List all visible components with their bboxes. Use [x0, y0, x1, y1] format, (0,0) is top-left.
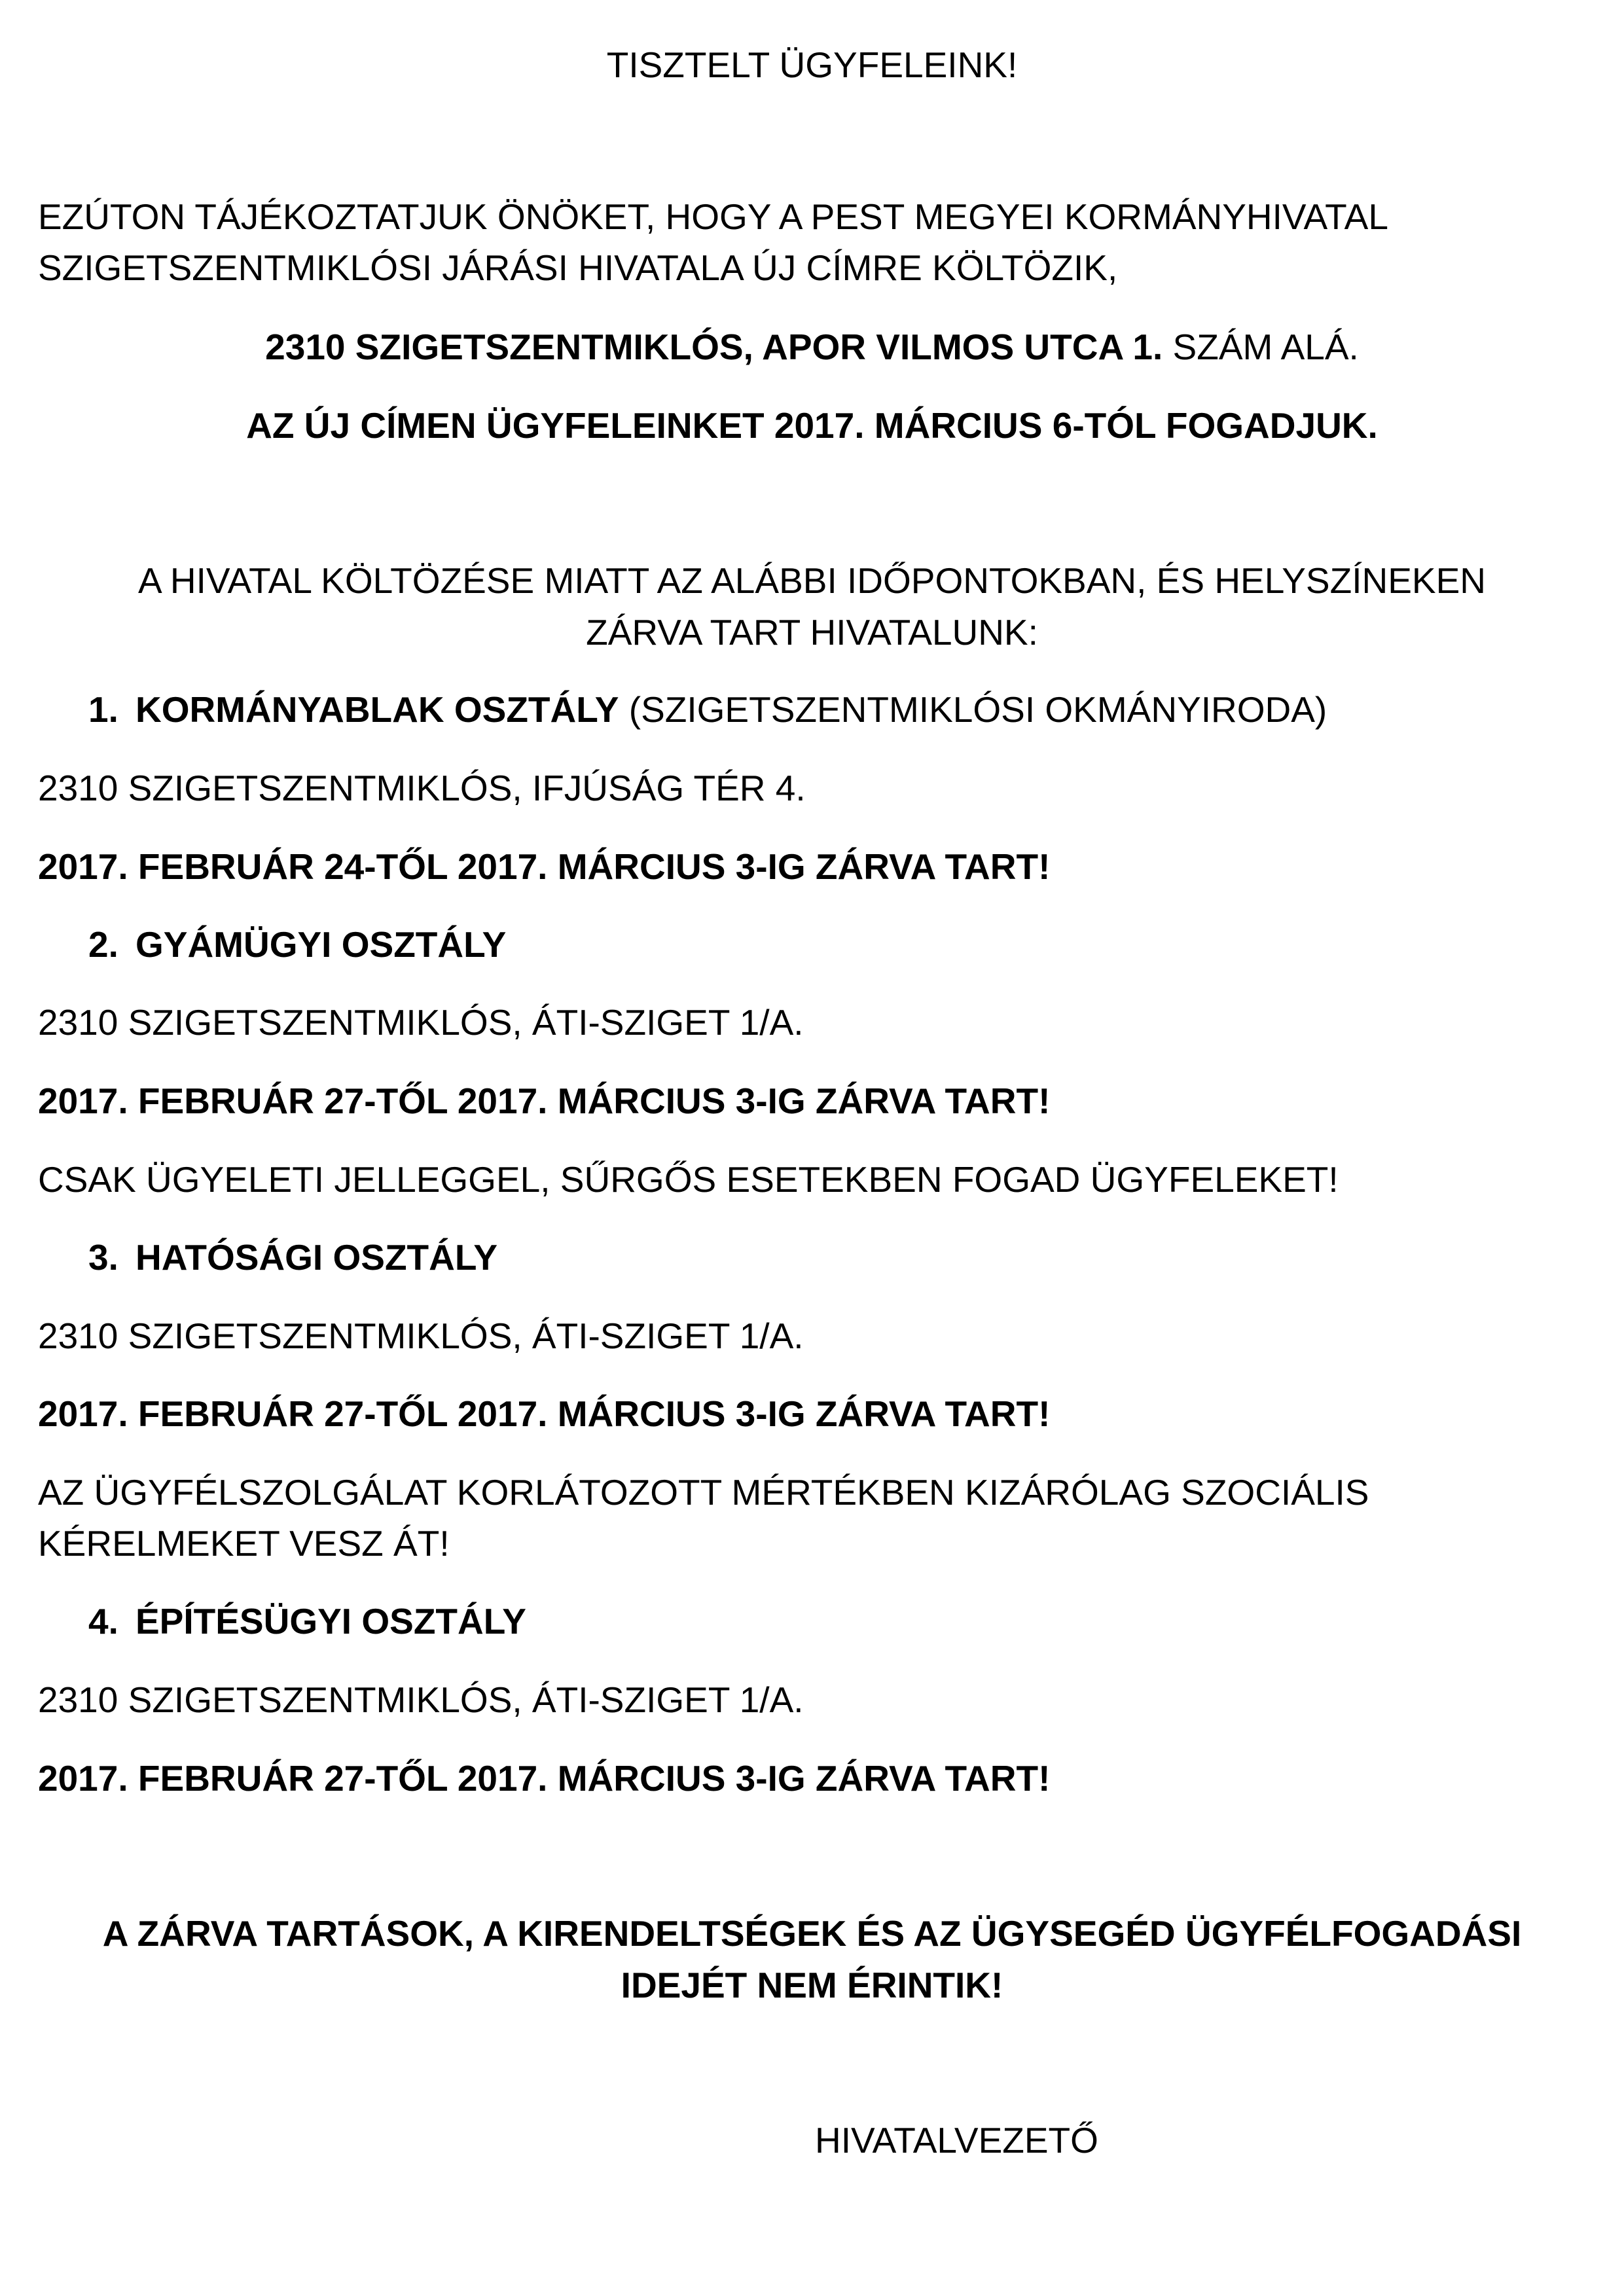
department-2-name: GYÁMÜGYI OSZTÁLY — [135, 924, 507, 965]
new-address-suffix: SZÁM ALÁ. — [1163, 327, 1359, 367]
department-2-closure: 2017. FEBRUÁR 27-TŐL 2017. MÁRCIUS 3-IG ZÁRVA TART! — [38, 1081, 1051, 1121]
department-3-address: 2310 SZIGETSZENTMIKLÓS, ÁTI-SZIGET 1/A. — [38, 1316, 804, 1356]
reception-start: AZ ÚJ CÍMEN ÜGYFELEINKET 2017. MÁRCIUS 6-TÓL FOGADJUK. — [246, 405, 1378, 446]
department-4-number: 4. — [88, 1601, 118, 1641]
department-1-closure: 2017. FEBRUÁR 24-TŐL 2017. MÁRCIUS 3-IG ZÁRVA TART! — [38, 846, 1051, 887]
department-4-name: ÉPÍTÉSÜGYI OSZTÁLY — [135, 1601, 526, 1641]
department-2-number: 2. — [88, 924, 118, 965]
department-4-closure: 2017. FEBRUÁR 27-TŐL 2017. MÁRCIUS 3-IG ZÁRVA TART! — [38, 1758, 1051, 1799]
department-4-address: 2310 SZIGETSZENTMIKLÓS, ÁTI-SZIGET 1/A. — [38, 1679, 804, 1720]
department-3-note-line-2: KÉRELMEKET VESZ ÁT! — [38, 1523, 450, 1564]
department-1-address: 2310 SZIGETSZENTMIKLÓS, IFJÚSÁG TÉR 4. — [38, 768, 806, 808]
closing-line-2: IDEJÉT NEM ÉRINTIK! — [621, 1965, 1003, 2005]
department-1-heading — [88, 689, 1327, 730]
closing-line-1: A ZÁRVA TARTÁSOK, A KIRENDELTSÉGEK ÉS AZ ÜGYSEGÉD ÜGYFÉLFOGADÁSI — [102, 1913, 1522, 1954]
department-1-name: KORMÁNYABLAK OSZTÁLY — [135, 689, 619, 730]
department-2-address: 2310 SZIGETSZENTMIKLÓS, ÁTI-SZIGET 1/A. — [38, 1002, 804, 1043]
department-2-heading — [88, 924, 507, 965]
closure-intro-line-2: ZÁRVA TART HIVATALUNK: — [586, 612, 1038, 653]
department-3-number: 3. — [88, 1237, 118, 1278]
department-2-note: CSAK ÜGYELETI JELLEGGEL, SŰRGŐS ESETEKBEN FOGAD ÜGYFELEKET! — [38, 1159, 1339, 1200]
department-3-name: HATÓSÁGI OSZTÁLY — [135, 1237, 498, 1278]
new-address — [0, 329, 1624, 365]
greeting-heading: TISZTELT ÜGYFELEINK! — [606, 45, 1018, 85]
department-3-closure: 2017. FEBRUÁR 27-TŐL 2017. MÁRCIUS 3-IG ZÁRVA TART! — [38, 1393, 1051, 1434]
department-3-note-line-1: AZ ÜGYFÉLSZOLGÁLAT KORLÁTOZOTT MÉRTÉKBEN KIZÁRÓLAG SZOCIÁLIS — [38, 1472, 1369, 1513]
new-address-bold: 2310 SZIGETSZENTMIKLÓS, APOR VILMOS UTCA 1. — [265, 327, 1163, 367]
closure-intro-line-1: A HIVATAL KÖLTÖZÉSE MIATT AZ ALÁBBI IDŐPONTOKBAN, ÉS HELYSZÍNEKEN — [138, 560, 1486, 601]
department-4-heading — [88, 1601, 526, 1641]
intro-line-2: SZIGETSZENTMIKLÓSI JÁRÁSI HIVATALA ÚJ CÍMRE KÖLTÖZIK, — [38, 247, 1118, 288]
intro-line-1: EZÚTON TÁJÉKOZTATJUK ÖNÖKET, HOGY A PEST MEGYEI KORMÁNYHIVATAL — [38, 196, 1388, 237]
department-3-heading — [88, 1237, 498, 1278]
department-1-number: 1. — [88, 689, 118, 730]
department-1-name-suffix: (SZIGETSZENTMIKLÓSI OKMÁNYIRODA) — [619, 689, 1327, 730]
signature: HIVATALVEZETŐ — [815, 2120, 1098, 2161]
